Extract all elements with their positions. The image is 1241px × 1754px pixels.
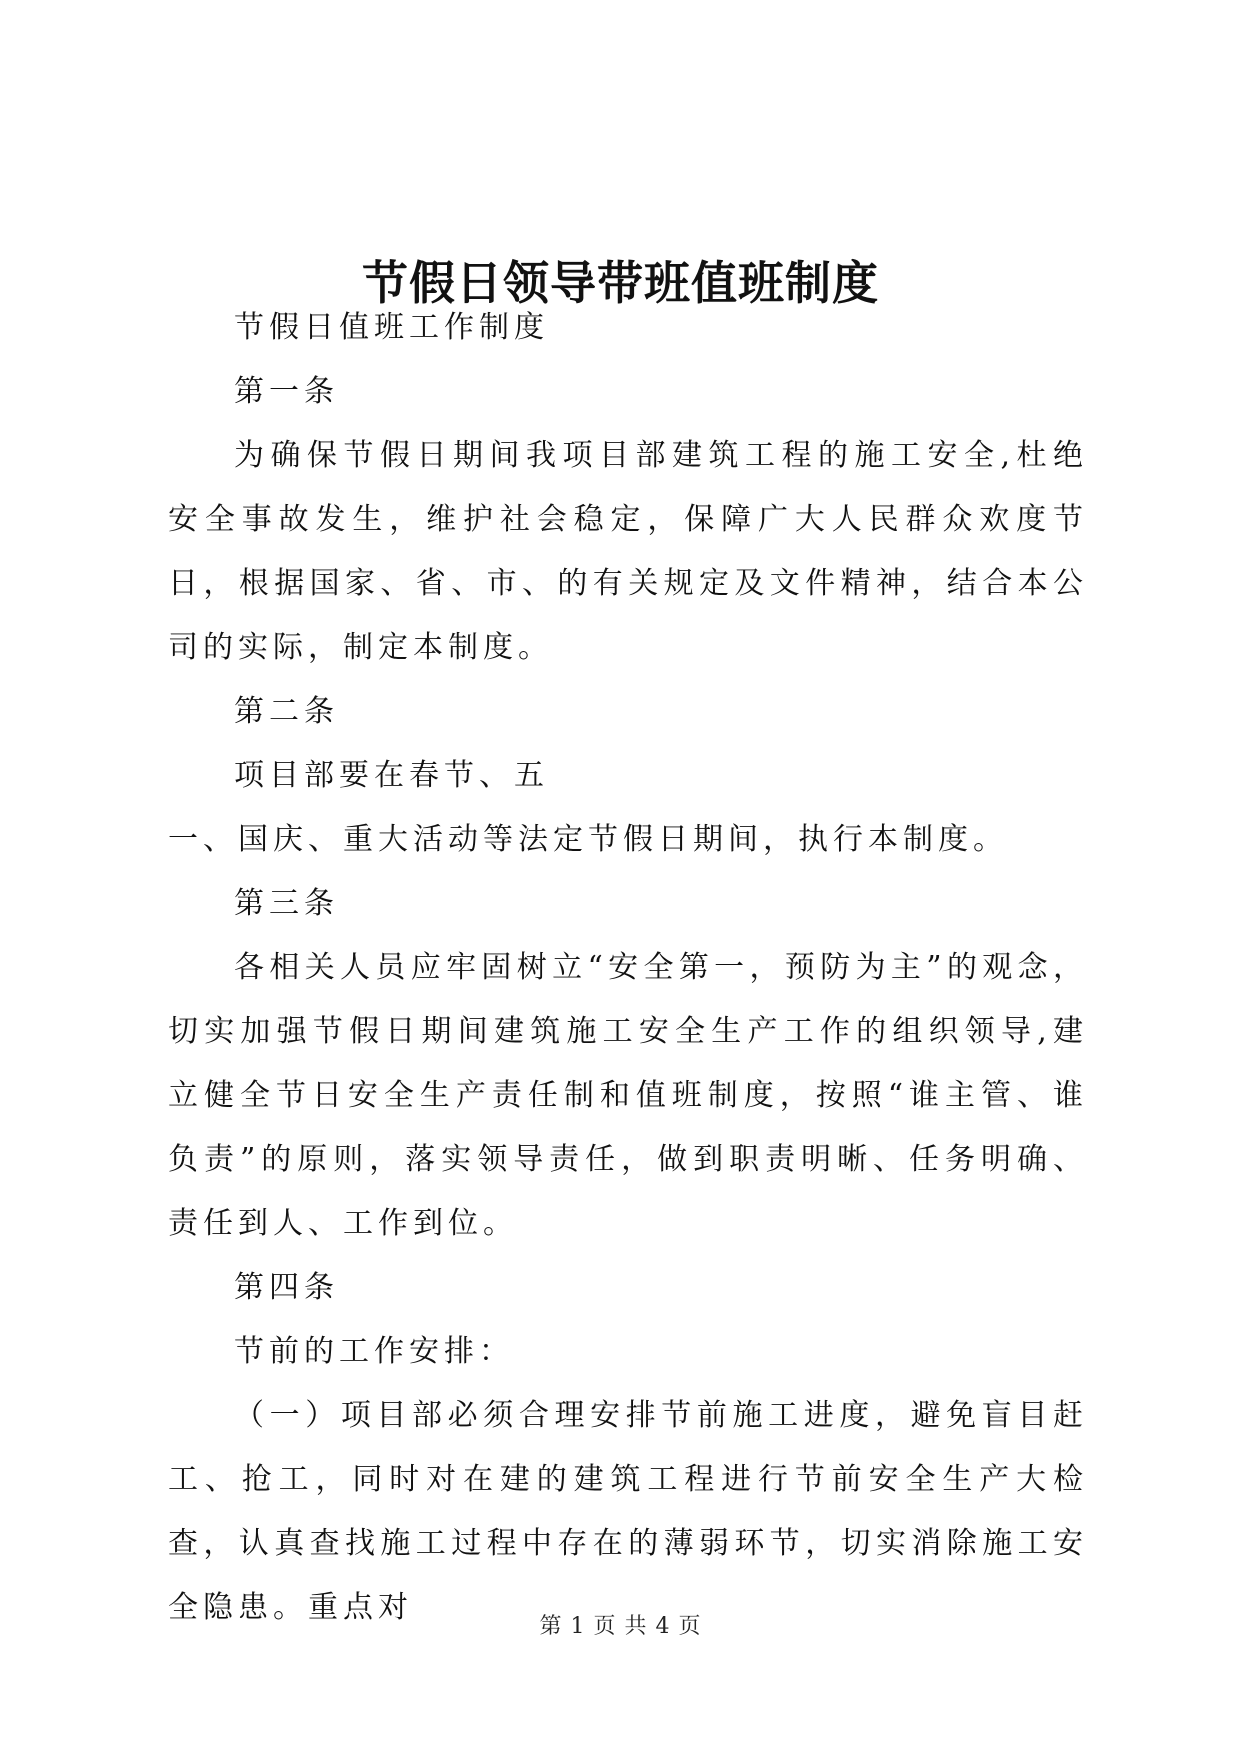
document-title: 节假日领导带班值班制度 [362, 255, 879, 310]
article-1-heading: 第一条 [234, 374, 339, 409]
article-2-heading: 第二条 [234, 694, 339, 729]
section-heading: 节假日值班工作制度 [234, 310, 549, 345]
article-4-intro: 节前的工作安排： [234, 1334, 514, 1369]
article-2-paragraph-part2: 一、国庆、重大活动等法定节假日期间，执行本制度。 [168, 822, 1008, 857]
article-2-paragraph-part1: 项目部要在春节、五 [234, 758, 549, 793]
document-body [168, 296, 1088, 1640]
page-footer: 第 1 页 共 4 页 [539, 1614, 702, 1639]
article-4-item-1: （一）项目部必须合理安排节前施工进度，避免盲目赶工、抢工，同时对在建的建筑工程进行节前安全生产大检查，认真查找施工过程中存在的薄弱环节，切实消除施工安全隐患。重点对 [168, 1398, 1088, 1625]
article-1-paragraph: 为确保节假日期间我项目部建筑工程的施工安全,杜绝安全事故发生，维护社会稳定，保障广大人民群众欢度节日，根据国家、省、市、的有关规定及文件精神，结合本公司的实际，制定本制度。 [168, 438, 1088, 665]
article-3-paragraph: 各相关人员应牢固树立“安全第一，预防为主”的观念，切实加强节假日期间建筑施工安全生产工作的组织领导,建立健全节日安全生产责任制和值班制度，按照“谁主管、谁负责”的原则，落实领导责任，做到职责明晰、任务明确、责任到人、工作到位。 [168, 950, 1088, 1241]
article-3-heading: 第三条 [234, 886, 339, 921]
article-4-heading: 第四条 [234, 1270, 339, 1305]
